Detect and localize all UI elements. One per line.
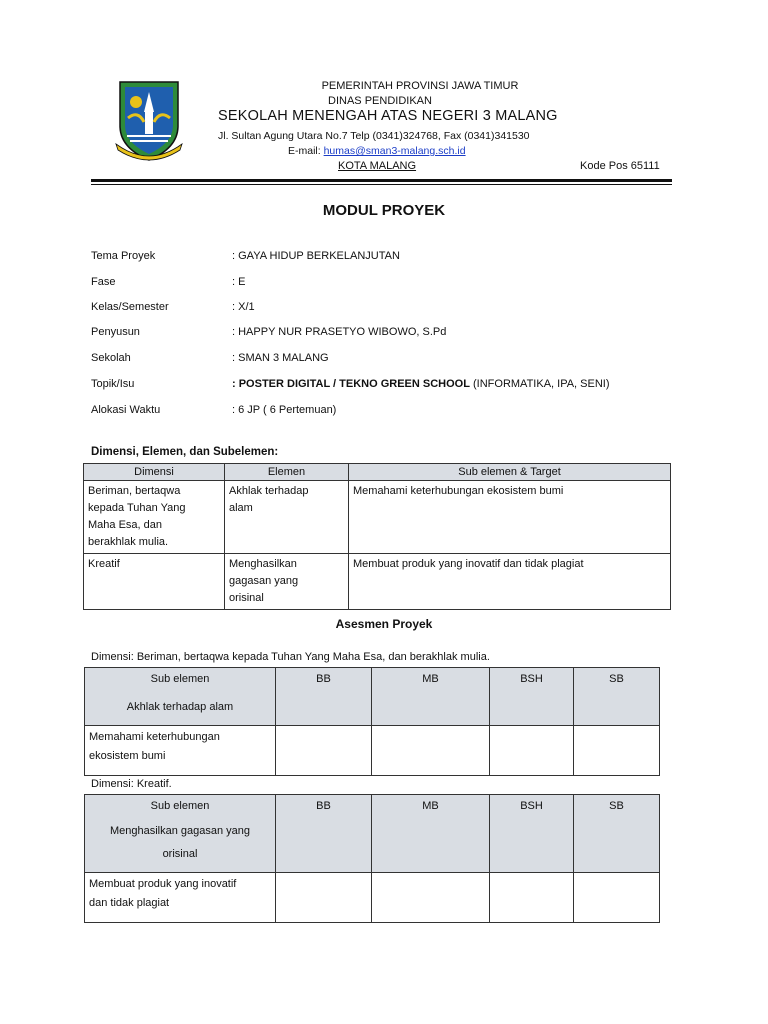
info-label: Tema Proyek	[91, 250, 156, 262]
score-cell	[574, 873, 660, 923]
info-label: Alokasi Waktu	[91, 404, 161, 416]
table-row	[84, 554, 671, 610]
postal-code: Kode Pos 65111	[580, 160, 660, 172]
cell-line: orisinal	[229, 592, 264, 604]
column-header: Sub elemen & Target	[349, 464, 671, 481]
cell-line: Memahami keterhubungan	[89, 731, 220, 743]
column-header: Sub elemen	[150, 800, 210, 812]
topic-rest: (INFORMATIKA, IPA, SENI)	[469, 378, 610, 390]
table-header-row	[85, 795, 660, 873]
info-label: Fase	[91, 276, 116, 288]
column-header: Sub elemen	[150, 673, 210, 685]
cell-line: Membuat produk yang inovatif	[89, 878, 237, 890]
east-java-emblem-logo	[114, 78, 184, 162]
sub-elemen-header-cell	[85, 668, 276, 726]
email-link[interactable]: humas@sman3-malang.sch.id	[323, 145, 466, 157]
info-value	[232, 378, 610, 390]
score-cell	[574, 726, 660, 776]
column-header: BSH	[490, 668, 574, 726]
email-line	[288, 145, 466, 157]
target-cell: Memahami keterhubungan ekosistem bumi	[349, 481, 671, 554]
score-cell	[276, 726, 372, 776]
score-cell	[490, 873, 574, 923]
asesmen-heading: Asesmen Proyek	[335, 617, 433, 631]
target-cell: Membuat produk yang inovatif dan tidak plagiat	[349, 554, 671, 610]
cell-line: Beriman, bertaqwa	[88, 485, 181, 497]
table-header-row	[85, 668, 660, 726]
email-label: E-mail:	[288, 145, 324, 157]
cell-line: berakhlak mulia.	[88, 536, 169, 548]
sub-elemen-cell	[85, 726, 276, 776]
column-header: BB	[276, 795, 372, 873]
cell-line: ekosistem bumi	[89, 750, 166, 762]
column-header: BSH	[490, 795, 574, 873]
sub-elemen-cell	[85, 873, 276, 923]
elemen-name: orisinal	[162, 848, 198, 860]
sub-elemen-header-cell	[85, 795, 276, 873]
info-label: Topik/Isu	[91, 378, 135, 390]
info-value: : E	[232, 276, 246, 288]
elemen-cell	[225, 481, 349, 554]
document-title: MODUL PROYEK	[322, 202, 446, 219]
asesmen-table	[84, 667, 660, 776]
cell-line: Maha Esa, dan	[88, 519, 162, 531]
header-department: DINAS PENDIDIKAN	[328, 95, 432, 107]
cell-line: Kreatif	[88, 558, 120, 570]
header-rule-thick	[91, 179, 672, 182]
column-header: Dimensi	[84, 464, 225, 481]
info-label: Sekolah	[91, 352, 131, 364]
score-cell	[276, 873, 372, 923]
header-government: PEMERINTAH PROVINSI JAWA TIMUR	[321, 80, 519, 92]
column-header: SB	[574, 795, 660, 873]
table-row	[85, 873, 660, 923]
dimensi-cell	[84, 554, 225, 610]
elemen-cell	[225, 554, 349, 610]
column-header: MB	[372, 795, 490, 873]
info-value: : 6 JP ( 6 Pertemuan)	[232, 404, 337, 416]
header-rule-thin	[91, 184, 672, 185]
column-header: MB	[372, 668, 490, 726]
asesmen-table	[84, 794, 660, 923]
cell-line: gagasan yang	[229, 575, 299, 587]
school-name: SEKOLAH MENENGAH ATAS NEGERI 3 MALANG	[218, 108, 558, 124]
elemen-name: Menghasilkan gagasan yang	[109, 825, 251, 837]
table-row	[85, 726, 660, 776]
elemen-name: Akhlak terhadap alam	[126, 701, 234, 713]
dimensi-table	[83, 463, 671, 610]
cell-line: Akhlak terhadap	[229, 485, 309, 497]
info-value: : GAYA HIDUP BERKELANJUTAN	[232, 250, 400, 262]
table-row	[84, 481, 671, 554]
cell-line: alam	[229, 502, 253, 514]
column-header: BB	[276, 668, 372, 726]
table-header-row	[84, 464, 671, 481]
cell-line: dan tidak plagiat	[89, 897, 170, 909]
info-label: Kelas/Semester	[91, 301, 169, 313]
info-value: : HAPPY NUR PRASETYO WIBOWO, S.Pd	[232, 326, 447, 338]
asesmen-dimensi-label: Dimensi: Kreatif.	[91, 778, 172, 790]
dimensi-heading: Dimensi, Elemen, dan Subelemen:	[91, 446, 279, 458]
city-label: KOTA MALANG	[338, 160, 417, 172]
info-value: : X/1	[232, 301, 255, 313]
school-address: Jl. Sultan Agung Utara No.7 Telp (0341)324768, Fax (0341)341530	[218, 130, 530, 142]
column-header: Elemen	[225, 464, 349, 481]
info-label: Penyusun	[91, 326, 140, 338]
topic-bold: : POSTER DIGITAL / TEKNO GREEN SCHOOL	[232, 378, 470, 390]
asesmen-dimensi-label: Dimensi: Beriman, bertaqwa kepada Tuhan Yang Maha Esa, dan berakhlak mulia.	[91, 651, 490, 663]
score-cell	[490, 726, 574, 776]
dimensi-cell	[84, 481, 225, 554]
column-header: SB	[574, 668, 660, 726]
score-cell	[372, 726, 490, 776]
cell-line: kepada Tuhan Yang	[88, 502, 186, 514]
cell-line: Menghasilkan	[229, 558, 297, 570]
score-cell	[372, 873, 490, 923]
info-value: : SMAN 3 MALANG	[232, 352, 329, 364]
